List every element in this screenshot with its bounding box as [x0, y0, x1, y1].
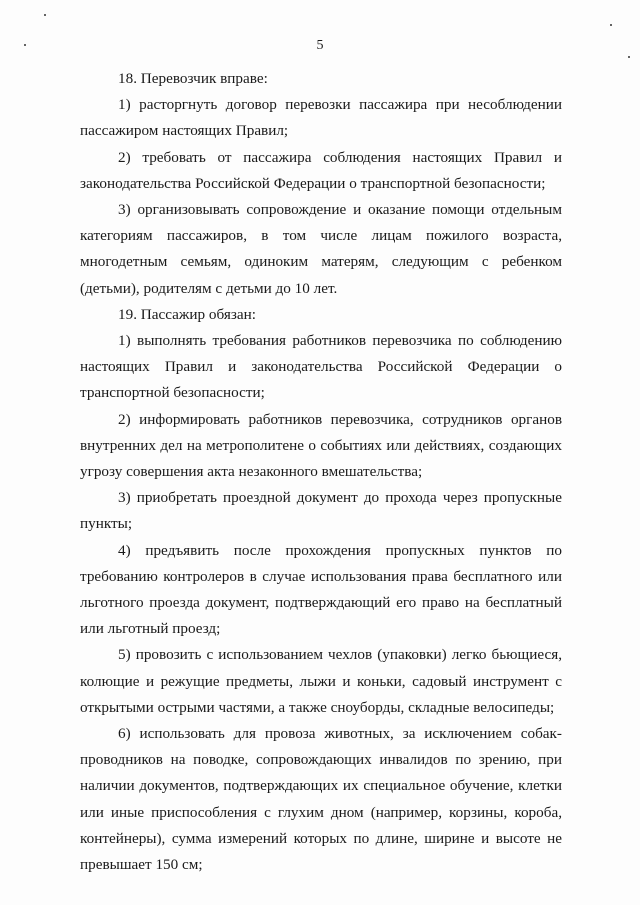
section-heading-19: 19. Пассажир обязан:	[118, 305, 256, 323]
scan-speck	[610, 24, 612, 26]
paragraph-18-1: 1) расторгнуть договор перевозки пассажира при несоблюдении пассажиром настоящих Правил;	[80, 96, 562, 140]
page-number: 5	[316, 38, 324, 53]
paragraph-19-1: 1) выполнять требования работников перевозчика по соблюдению настоящих Правил и законодательства Российской Федерации о транспортной безопасности;	[80, 332, 562, 402]
scan-speck	[628, 56, 630, 58]
scan-speck	[44, 14, 46, 16]
paragraph-19-5: 5) провозить с использованием чехлов (упаковки) легко бьющиеся, колющие и режущие предметы, лыжи и коньки, садовый инструмент с открытыми острыми частями, а также сноуборды, складные велосипеды;	[80, 646, 562, 716]
section-heading-18: 18. Перевозчик вправе:	[118, 70, 268, 87]
document-body	[80, 66, 562, 878]
paragraph-19-3: 3) приобретать проездной документ до прохода через пропускные пункты;	[80, 489, 562, 533]
paragraph-18-2: 2) требовать от пассажира соблюдения настоящих Правил и законодательства Российской Федерации о транспортной безопасности;	[80, 148, 562, 192]
paragraph-19-6: 6) использовать для провоза животных, за исключением собак-проводников на поводке, сопровождающих инвалидов по зрению, при наличии документов, подтверждающих их специальное обучение, клетки или иные приспособления с глухим дном (например, корзины, короба, контейнеры), сумма измерений которых по длине, ширине и высоте не превышает 150 см;	[80, 725, 562, 874]
paragraph-19-2: 2) информировать работников перевозчика, сотрудников органов внутренних дел на метрополитене о событиях или действиях, создающих угрозу совершения акта незаконного вмешательства;	[80, 410, 562, 481]
paragraph-19-4: 4) предъявить после прохождения пропускных пунктов по требованию контролеров в случае использования права бесплатного или льготного проезда документ, подтверждающий его право на бесплатный или льготный проезд;	[80, 541, 562, 638]
paragraph-18-3: 3) организовывать сопровождение и оказание помощи отдельным категориям пассажиров, в том числе лицам пожилого возраста, многодетным семьям, одиноким матерям, следующим с ребенком (детьми), родителям с детьми до 10 лет.	[80, 201, 562, 297]
